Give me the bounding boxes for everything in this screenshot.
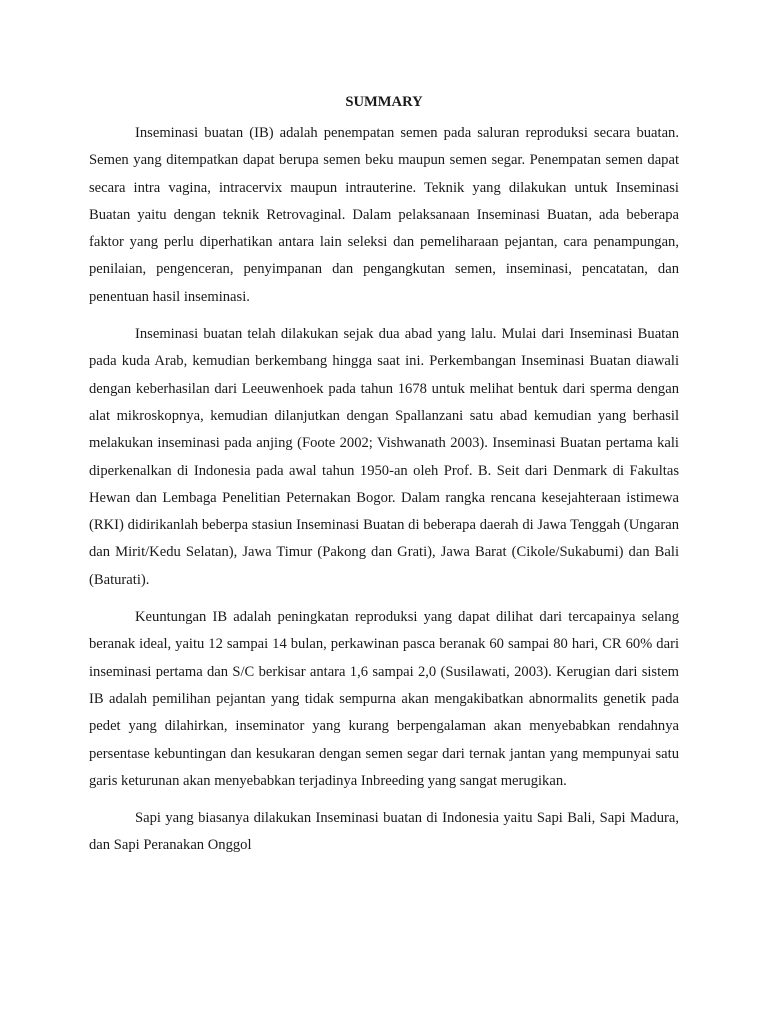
page-title: SUMMARY (345, 94, 423, 110)
paragraph-1: Inseminasi buatan (IB) adalah penempatan semen pada saluran reproduksi secara buatan. Semen yang ditempatkan dapat berupa semen beku maupun semen segar. Penempatan semen dapat secara intra vagina, intracervix maupun intrauterine. Teknik yang dilakukan untuk Inseminasi Buatan yaitu dengan teknik Retrovaginal. Dalam pelaksanaan Inseminasi Buatan, ada beberapa faktor yang perlu diperhatikan antara lain seleksi dan pemeliharaan pejantan, cara penampungan, penilaian, pengenceran, penyimpanan dan pengangkutan semen, inseminasi, pencatatan, dan penentuan hasil inseminasi. (89, 125, 679, 305)
paragraph-4: Sapi yang biasanya dilakukan Inseminasi buatan di Indonesia yaitu Sapi Bali, Sapi Madura, dan Sapi Peranakan Onggol (89, 810, 679, 854)
document-body (89, 90, 679, 870)
paragraph-2: Inseminasi buatan telah dilakukan sejak dua abad yang lalu. Mulai dari Inseminasi Buatan pada kuda Arab, kemudian berkembang hingga saat ini. Perkembangan Inseminasi Buatan diawali dengan keberhasilan dari Leeuwenhoek pada tahun 1678 untuk melihat bentuk dari sperma dengan alat mikroskopnya, kemudian dilanjutkan dengan Spallanzani satu abad kemudian yang berhasil melakukan inseminasi pada anjing (Foote 2002; Vishwanath 2003). Inseminasi Buatan pertama kali diperkenalkan di Indonesia pada awal tahun 1950-an oleh Prof. B. Seit dari Denmark di Fakultas Hewan dan Lembaga Penelitian Peternakan Bogor. Dalam rangka rencana kesejahteraan istimewa (RKI) didirikanlah beberpa stasiun Inseminasi Buatan di beberapa daerah di Jawa Tenggah (Ungaran dan Mirit/Kedu Selatan), Jawa Timur (Pakong dan Grati), Jawa Barat (Cikole/Sukabumi) dan Bali (Baturati). (89, 326, 679, 588)
paragraph-3: Keuntungan IB adalah peningkatan reproduksi yang dapat dilihat dari tercapainya selang beranak ideal, yaitu 12 sampai 14 bulan, perkawinan pasca beranak 60 sampai 80 hari, CR 60% dari inseminasi pertama dan S/C berkisar antara 1,6 sampai 2,0 (Susilawati, 2003). Kerugian dari sistem IB adalah pemilihan pejantan yang tidak sempurna akan mengakibatkan abnormalits genetik pada pedet yang dilahirkan, inseminator yang kurang berpengalaman akan menyebabkan rendahnya persentase kebuntingan dan kesukaran dengan semen segar dari ternak jantan yang mempunyai satu garis keturunan akan menyebabkan terjadinya Inbreeding yang sangat merugikan. (89, 609, 679, 789)
